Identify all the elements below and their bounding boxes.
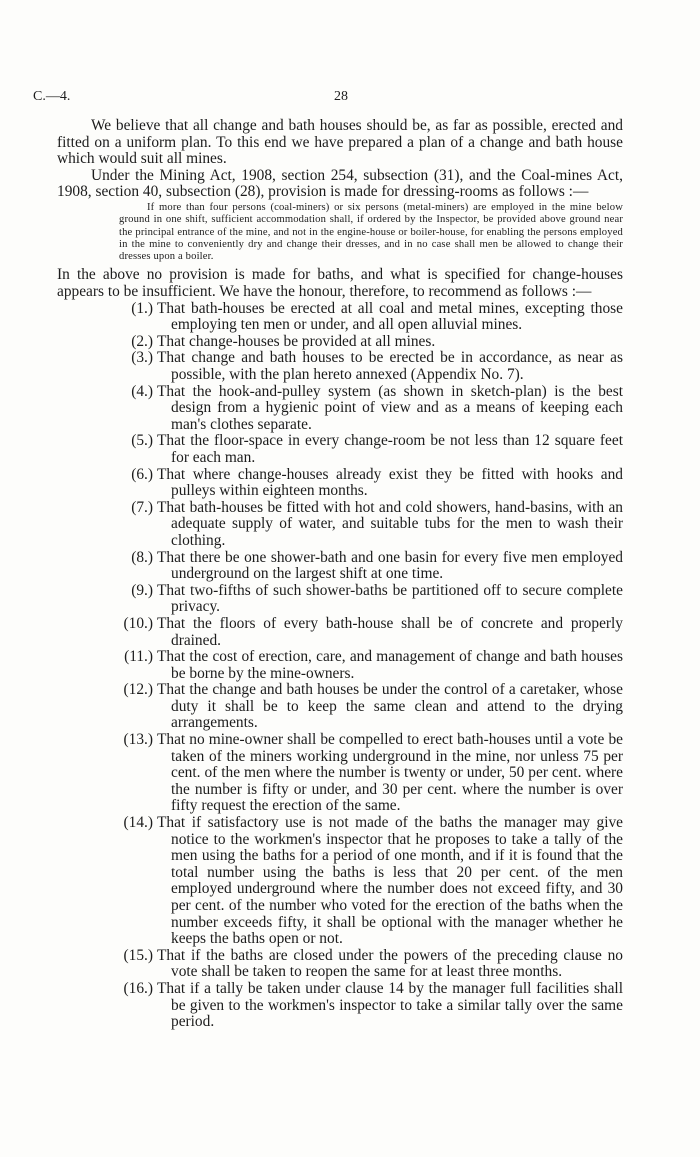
recommendation-text: That the hook-and-pulley system (as shown in sketch-plan) is the best design from a hygienic point of view and as a means of keeping each man's clothes separate.	[157, 382, 623, 433]
recommendation-number: (3.)	[131, 349, 153, 367]
recommendation-item	[57, 350, 623, 383]
recommendation-item	[57, 682, 623, 732]
mining-act-paragraph: Under the Mining Act, 1908, section 254, subsection (31), and the Coal-mines Act, 1908, section 40, subsection (28), provision is made for dressing-rooms as follows :—	[57, 166, 623, 201]
intro-paragraph: We believe that all change and bath houses should be, as far as possible, erected and fitted on a uniform plan. To this end we have prepared a plan of a change and bath house which would suit all mines.	[57, 117, 623, 168]
recommendation-item	[57, 334, 623, 351]
recommendation-text: That where change-houses already exist they be fitted with hooks and pulleys within eighteen months.	[157, 465, 623, 500]
recommendation-number: (13.)	[123, 731, 153, 749]
recommend-paragraph: In the above no provision is made for baths, and what is specified for change-houses appears to be insufficient. We have the honour, therefore, to recommend as follows :—	[57, 266, 623, 301]
recommendation-text: That if a tally be taken under clause 14 by the manager full facilities shall be given to the workmen's inspector to take a similar tally over the same period.	[157, 979, 623, 1031]
recommendation-text: That no mine-owner shall be compelled to erect bath-houses until a vote be taken of the miners working underground in the mine, nor unless 75 per cent. of the men where the number is twenty or under, 50 per cent. where the number is fifty or under, and 30 per cent. where the number is over fifty request the erection of the same.	[157, 731, 623, 815]
quoted-provision: If more than four persons (coal-miners) or six persons (metal-miners) are employed in the mine below ground in one shift, sufficient accommodation shall, if ordered by the Inspector, be provided above ground near the principal entrance of the mine, and not in the engine-house or boiler-house, for enabling the persons employed in the mine to conveniently dry and change their dresses, and in no case shall men be allowed to change their dresses upon a boiler.	[119, 201, 623, 263]
recommendation-item	[57, 616, 623, 649]
document-code: C.—4.	[33, 89, 71, 104]
recommendation-item	[57, 649, 623, 682]
recommendation-number: (15.)	[123, 946, 153, 964]
recommendation-number: (12.)	[123, 681, 153, 699]
recommendation-text: That change and bath houses to be erected be in accordance, as near as possible, with the plan hereto annexed (Appendix No. 7).	[157, 349, 623, 384]
recommendation-number: (2.)	[131, 332, 153, 350]
recommendation-text: That the cost of erection, care, and management of change and bath houses be borne by the mine-owners.	[157, 648, 623, 682]
recommendation-item	[57, 948, 623, 981]
recommendation-number: (11.)	[124, 648, 153, 666]
page-number: 28	[334, 89, 348, 104]
recommendation-text: That two-fifths of such shower-baths be partitioned off to secure complete privacy.	[157, 581, 623, 616]
recommendation-number: (14.)	[123, 814, 153, 832]
recommendation-number: (1.)	[131, 299, 153, 317]
recommendation-number: (8.)	[131, 548, 153, 566]
recommendation-item	[57, 981, 623, 1031]
recommendation-number: (4.)	[131, 382, 153, 400]
recommendation-item	[57, 384, 623, 434]
recommendation-item	[57, 550, 623, 583]
recommendation-number: (9.)	[131, 581, 153, 599]
recommendation-item	[57, 815, 623, 948]
recommendation-item	[57, 467, 623, 500]
document-body	[57, 118, 623, 1031]
recommendation-number: (7.)	[131, 498, 153, 516]
recommendation-text: That the floors of every bath-house shall be of concrete and properly drained.	[157, 614, 623, 649]
recommendations-list	[57, 301, 623, 1031]
recommendation-text: That there be one shower-bath and one basin for every five men employed underground on the largest shift at one time.	[157, 548, 623, 583]
recommendation-item	[57, 433, 623, 466]
recommendation-number: (6.)	[131, 465, 153, 483]
recommendation-item	[57, 500, 623, 550]
page-header	[0, 89, 700, 109]
recommendation-text: That change-houses be provided at all mines.	[157, 332, 436, 350]
recommendation-text: That if the baths are closed under the powers of the preceding clause no vote shall be taken to reopen the same for at least three months.	[157, 946, 623, 981]
recommendation-item	[57, 732, 623, 815]
recommendation-text: That bath-houses be erected at all coal and metal mines, excepting those employing ten men or under, and all open alluvial mines.	[157, 299, 623, 334]
recommendation-text: That if satisfactory use is not made of the baths the manager may give notice to the workmen's inspector that he proposes to take a tally of the men using the baths for a period of one month, and if it is found that the total number using the baths is less that 20 per cent. of the men employed underground where the number does not exceed fifty, and 30 per cent. of the number who voted for the erection of the baths when the number exceeds fifty, it shall be optional with the manager whether he keeps the baths open or not.	[157, 814, 623, 948]
recommendation-number: (5.)	[131, 432, 153, 450]
recommendation-text: That the change and bath houses be under the control of a caretaker, whose duty it shall be to keep the same clean and attend to the drying arrangements.	[157, 681, 623, 732]
recommendation-text: That the floor-space in every change-room be not less than 12 square feet for each man.	[157, 432, 623, 466]
recommendation-number: (16.)	[123, 979, 153, 997]
recommendation-text: That bath-houses be fitted with hot and cold showers, hand-basins, with an adequate supply of water, and suitable tubs for the men to wash their clothing.	[157, 498, 623, 549]
recommendation-item	[57, 583, 623, 616]
recommendation-number: (10.)	[123, 614, 153, 632]
recommendation-item	[57, 301, 623, 334]
